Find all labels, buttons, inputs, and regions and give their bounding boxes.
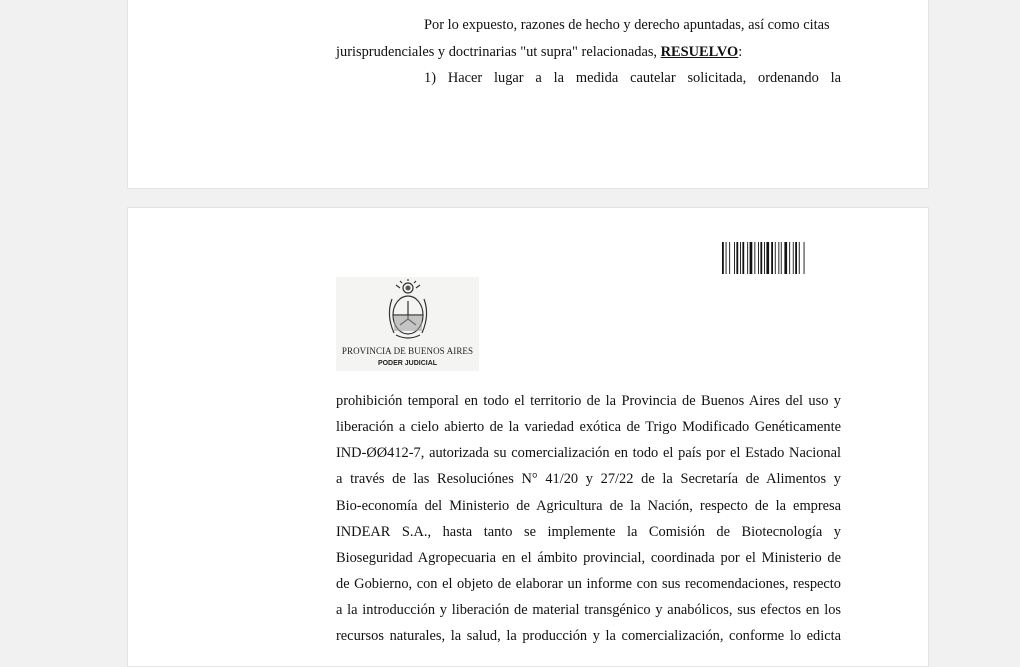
judicial-branch-label: PODER JUDICIAL <box>377 360 438 367</box>
paragraph-line: recursos naturales, la salud, la producción y la comercialización, conforme lo edicta <box>336 628 841 644</box>
paragraph-line: INDEAR S.A., hasta tanto se implemente la Comisión de Biotecnología y <box>336 524 841 540</box>
document-page-2 <box>127 207 929 667</box>
barcode-icon <box>722 242 840 274</box>
letterhead <box>336 277 479 371</box>
paragraph-line <box>336 39 841 65</box>
paragraph-line: Bioseguridad Agropecuaria en el ámbito provincial, coordinada por el Ministerio de <box>336 550 841 566</box>
resuelvo-heading: RESUELVO <box>660 44 739 60</box>
paragraph-line: IND-ØØ412-7, autorizada su comercialización en todo el país por el Estado Nacional <box>336 445 841 461</box>
coat-of-arms-icon <box>384 279 432 343</box>
paragraph-line: de Gobierno, con el objeto de elaborar un informe con sus recomendaciones, respecto <box>336 576 841 592</box>
text-span: jurisprudenciales y doctrinarias "ut supra" relacionadas, <box>336 44 661 60</box>
paragraph-line: 1) Hacer lugar a la medida cautelar solicitada, ordenando la <box>424 70 841 86</box>
paragraph-line: Por lo expuesto, razones de hecho y derecho apuntadas, así como citas <box>424 17 830 33</box>
paragraph-line: a la introducción y liberación de material transgénico y anabólicos, sus efectos en los <box>336 602 841 618</box>
paragraph-line: Bio-economía del Ministerio de Agricultura de la Nación, respecto de la empresa <box>336 498 841 514</box>
text-span: : <box>738 44 743 60</box>
paragraph-line: a través de las Resoluciónes N° 41/20 y 27/22 de la Secretaría de Alimentos y <box>336 471 841 487</box>
document-page-1 <box>127 0 929 189</box>
paragraph-line: prohibición temporal en todo el territorio de la Provincia de Buenos Aires del uso y <box>336 393 841 409</box>
paragraph-line: liberación a cielo abierto de la variedad exótica de Trigo Modificado Genéticamente <box>336 419 841 435</box>
province-label: PROVINCIA DE BUENOS AIRES <box>341 346 474 356</box>
